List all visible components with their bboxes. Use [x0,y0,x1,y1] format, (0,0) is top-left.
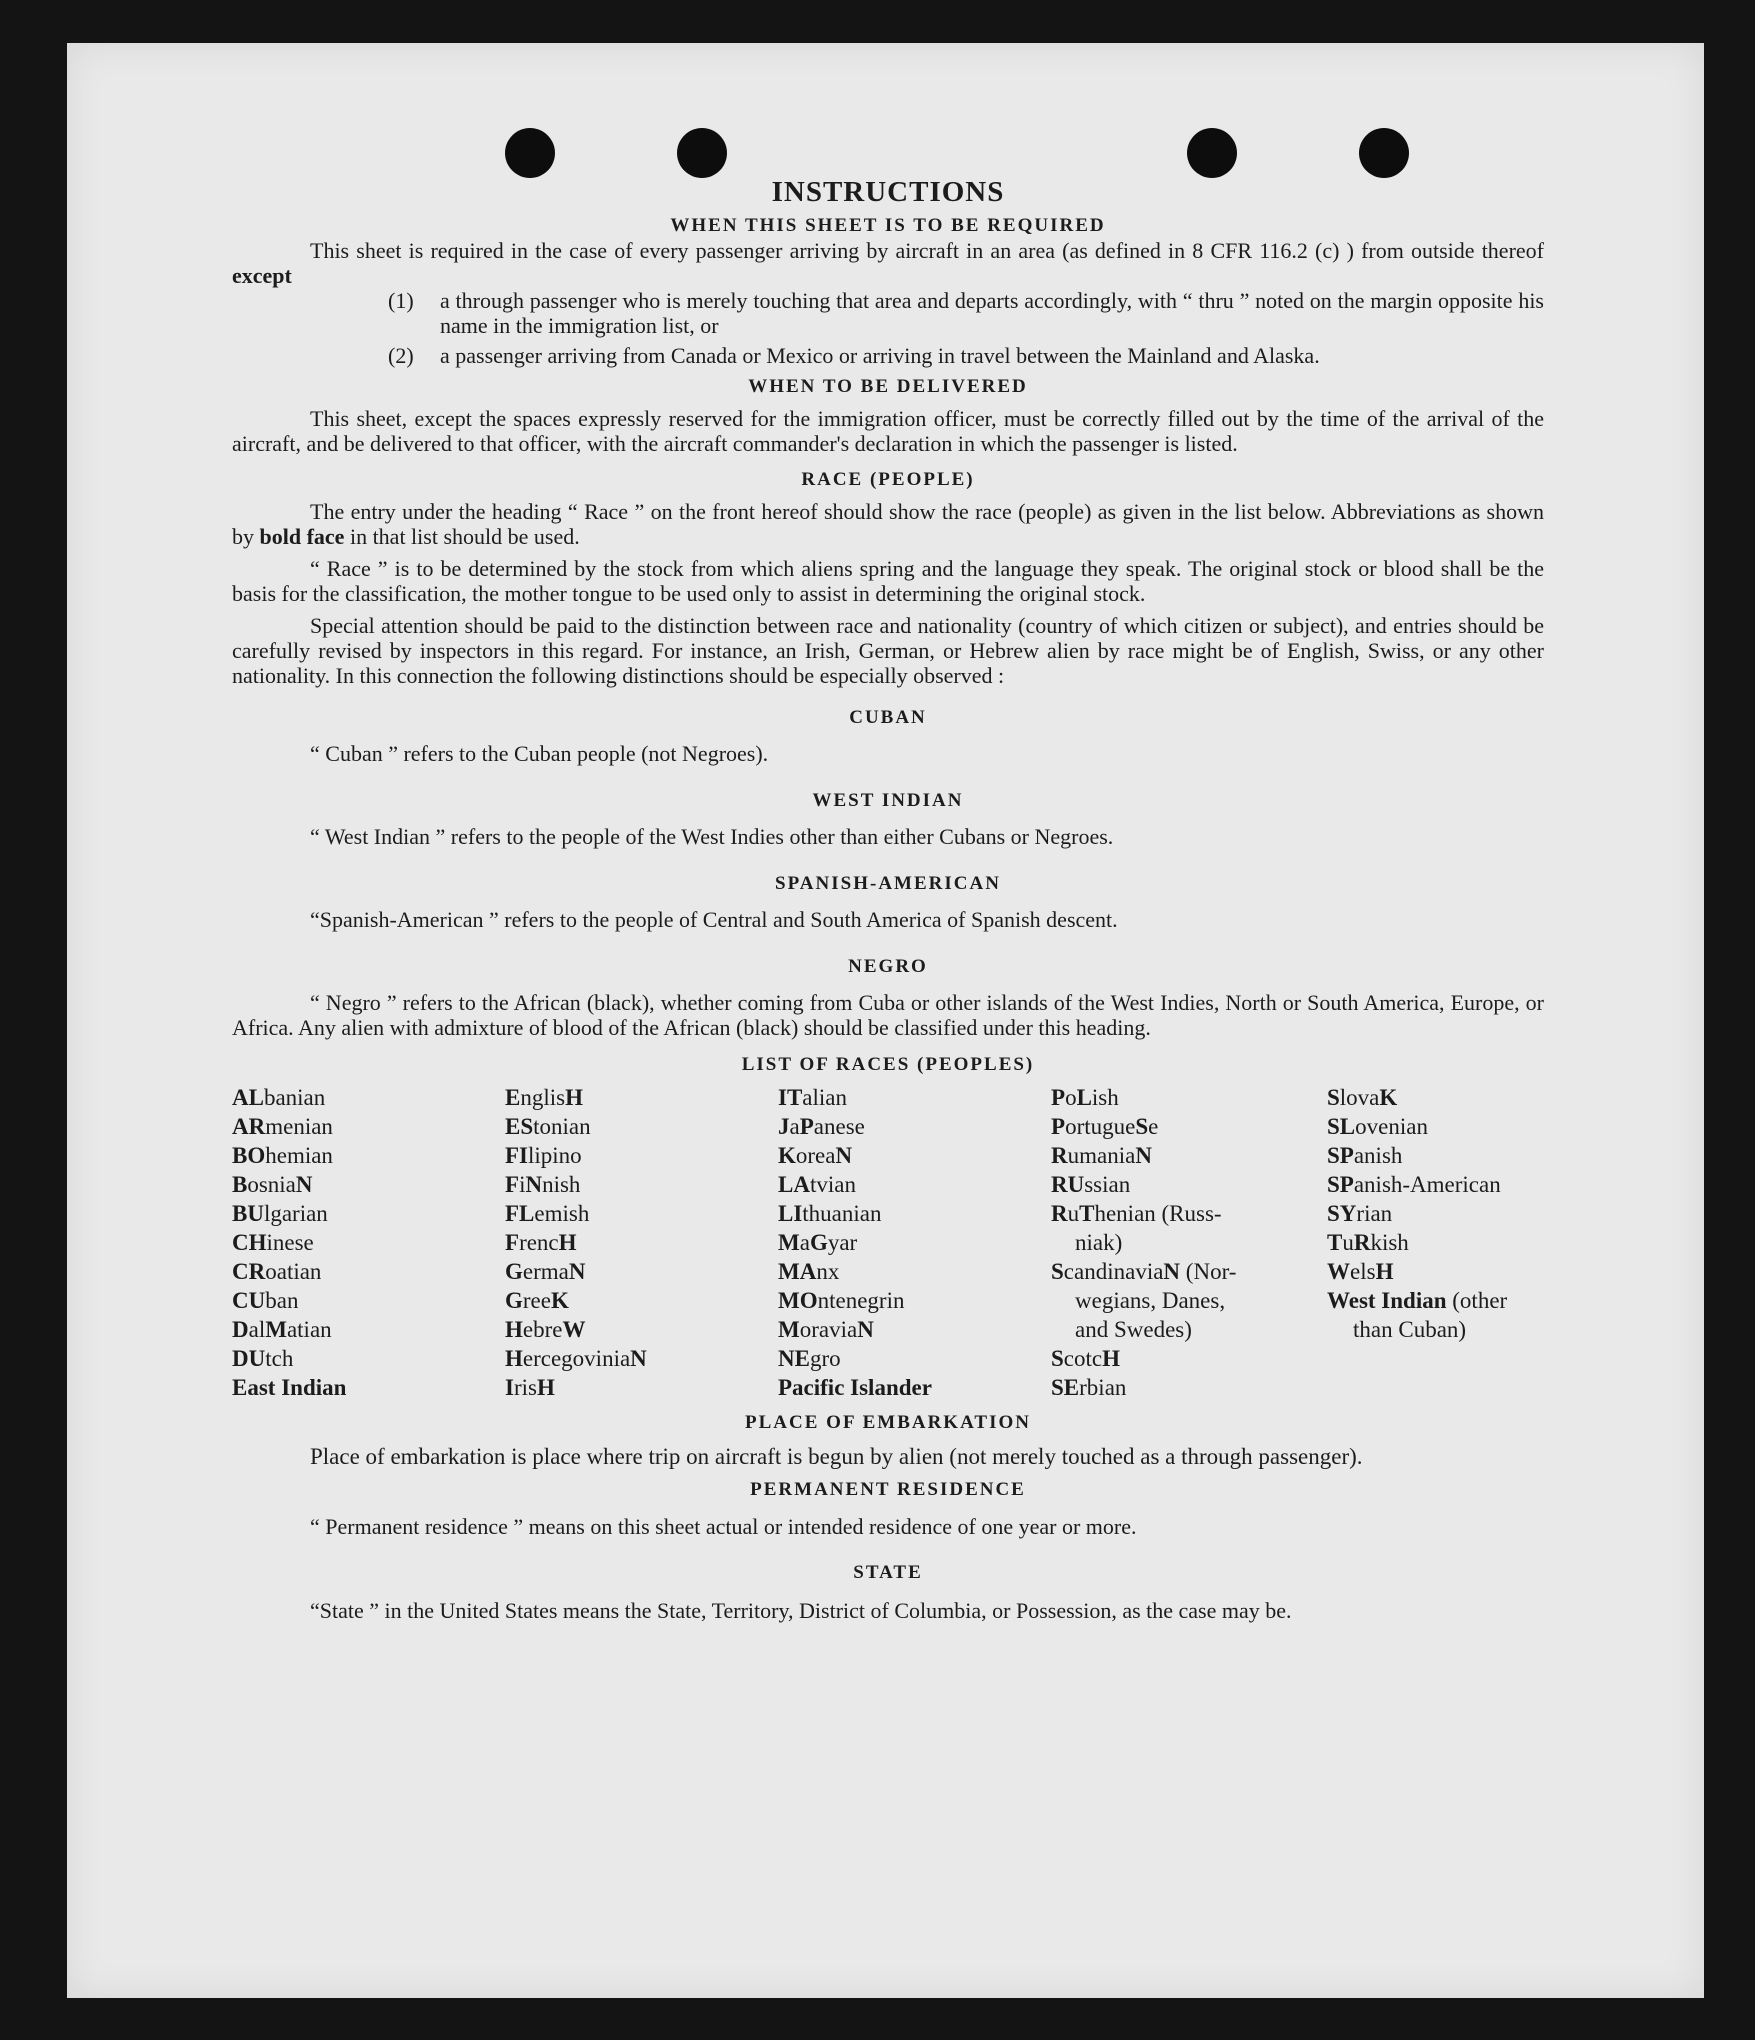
race-entry: PoLish [1051,1085,1119,1110]
race-entry: ScotcH [1051,1346,1120,1371]
race-entry: wegians, Danes, [1075,1288,1226,1313]
spanish-american-text: “Spanish-American ” refers to the people of Central and South America of Spanish descent. [310,907,1118,932]
race-entry: BOhemian [232,1143,333,1168]
when-required-intro: This sheet is required in the case of every passenger arriving by aircraft in an area (as defined in 8 CFR 116.2 (c) ) from outside thereof except [232,238,1544,288]
heading-cuban: CUBAN [849,707,927,728]
race-entry: CUban [232,1288,299,1313]
exception-item: (1) a through passenger who is merely touching that area and departs accordingly, with “ thru ” noted on the margin opposite his name in the immigration list, or [388,288,1544,338]
race-entry: Pacific Islander [778,1375,932,1400]
heading-list-of-races: LIST OF RACES (PEOPLES) [741,1054,1035,1075]
punch-hole [677,128,727,178]
race-entry: SlovaK [1327,1085,1398,1110]
race-entry: MAnx [778,1259,840,1284]
race-entry: RuThenian (Russ- [1051,1201,1222,1226]
race-entry: SLovenian [1327,1114,1428,1139]
race-entry: MOntenegrin [778,1288,905,1313]
race-entry: HercegoviniaN [505,1346,647,1371]
race-entry: SPanish-American [1327,1172,1501,1197]
heading-when-required: WHEN THIS SHEET IS TO BE REQUIRED [670,215,1106,236]
race-entry: ITalian [778,1085,847,1110]
race-entry: RUssian [1051,1172,1131,1197]
negro-text: “ Negro ” refers to the African (black), whether coming from Cuba or other islands of the West Indies, North or South America, Europe, or Africa. Any alien with admixture of blood of the African (black) should be classified under this heading. [232,990,1544,1040]
heading-when-delivered: WHEN TO BE DELIVERED [748,376,1028,397]
race-entry: SErbian [1051,1375,1127,1400]
race-entry: IrisH [505,1375,555,1400]
race-entry: GermaN [505,1259,586,1284]
races-list [232,1085,1544,1404]
residence-text: “ Permanent residence ” means on this sheet actual or intended residence of one year or more. [310,1514,1137,1539]
race-entry: KoreaN [778,1143,853,1168]
heading-state: STATE [853,1562,923,1583]
race-entry: BosniaN [232,1172,313,1197]
race-entry: PortugueSe [1051,1114,1159,1139]
race-entry: HebreW [505,1317,586,1342]
heading-embarkation: PLACE OF EMBARKATION [745,1412,1031,1433]
race-entry: FrencH [505,1230,577,1255]
race-entry: WelsH [1327,1259,1394,1284]
race-entry: NEgro [778,1346,841,1371]
race-entry: than Cuban) [1353,1317,1467,1342]
races-column [1327,1085,1544,1404]
heading-race: RACE (PEOPLE) [801,469,975,490]
race-paragraph: “ Race ” is to be determined by the stock from which aliens spring and the language they speak. The original stock or blood shall be the basis for the classification, the mother tongue to be used only to assist in determining the original stock. [232,556,1544,606]
punch-hole [505,128,555,178]
races-column [505,1085,778,1404]
race-entry: ScandinaviaN (Nor- [1051,1259,1237,1284]
races-column [778,1085,1051,1404]
page-title: INSTRUCTIONS [771,176,1005,208]
instructions-content [232,176,1544,1626]
when-delivered-text: This sheet, except the spaces expressly reserved for the immigration officer, must be correctly filled out by the time of the arrival of the aircraft, and be delivered to that officer, with the aircraft commander's declaration in which the passenger is listed. [232,406,1544,456]
embarkation-text: Place of embarkation is place where trip on aircraft is begun by alien (not merely touched as a through passenger). [310,1444,1363,1469]
race-entry: TuRkish [1327,1230,1409,1255]
race-paragraph: The entry under the heading “ Race ” on the front hereof should show the race (people) as given in the list below. Abbreviations as shown by bold face in that list should be used. [232,499,1544,549]
race-entry: East Indian [232,1375,347,1400]
race-entry: West Indian (other [1327,1288,1508,1313]
race-entry: FIlipino [505,1143,582,1168]
heading-residence: PERMANENT RESIDENCE [750,1479,1026,1500]
race-entry: BUlgarian [232,1201,328,1226]
heading-spanish-american: SPANISH-AMERICAN [775,873,1001,894]
races-column [232,1085,505,1404]
race-entry: ARmenian [232,1114,333,1139]
cuban-text: “ Cuban ” refers to the Cuban people (not Negroes). [310,741,769,766]
race-entry: SPanish [1327,1143,1403,1168]
race-entry: ALbanian [232,1085,326,1110]
state-text: “State ” in the United States means the State, Territory, District of Columbia, or Possession, as the case may be. [310,1598,1292,1623]
race-entry: GreeK [505,1288,569,1313]
race-entry: DalMatian [232,1317,332,1342]
race-entry: EnglisH [505,1085,583,1110]
race-entry: LIthuanian [778,1201,882,1226]
race-entry: JaPanese [778,1114,865,1139]
race-entry: DUtch [232,1346,294,1371]
punch-hole [1359,128,1409,178]
race-entry: FLemish [505,1201,590,1226]
race-entry: MoraviaN [778,1317,874,1342]
race-entry: CRoatian [232,1259,322,1284]
west-indian-text: “ West Indian ” refers to the people of the West Indies other than either Cubans or Negroes. [310,824,1114,849]
races-column [1051,1085,1327,1404]
race-entry: and Swedes) [1075,1317,1192,1342]
race-entry: niak) [1075,1230,1123,1255]
heading-west-indian: WEST INDIAN [812,790,964,811]
race-entry: SYrian [1327,1201,1393,1226]
race-entry: RumaniaN [1051,1143,1152,1168]
race-entry: MaGyar [778,1230,858,1255]
exception-item: (2) a passenger arriving from Canada or Mexico or arriving in travel between the Mainland and Alaska. [388,343,1320,368]
punch-hole [1187,128,1237,178]
heading-negro: NEGRO [848,956,928,977]
race-entry: EStonian [505,1114,591,1139]
race-entry: LAtvian [778,1172,856,1197]
race-entry: FiNnish [505,1172,581,1197]
race-entry: CHinese [232,1230,314,1255]
race-paragraph: Special attention should be paid to the distinction between race and nationality (country of which citizen or subject), and entries should be carefully revised by inspectors in this regard. For instance, an Irish, German, or Hebrew alien by race might be of English, Swiss, or any other nationality. In this connection the following distinctions should be especially observed : [232,613,1544,688]
